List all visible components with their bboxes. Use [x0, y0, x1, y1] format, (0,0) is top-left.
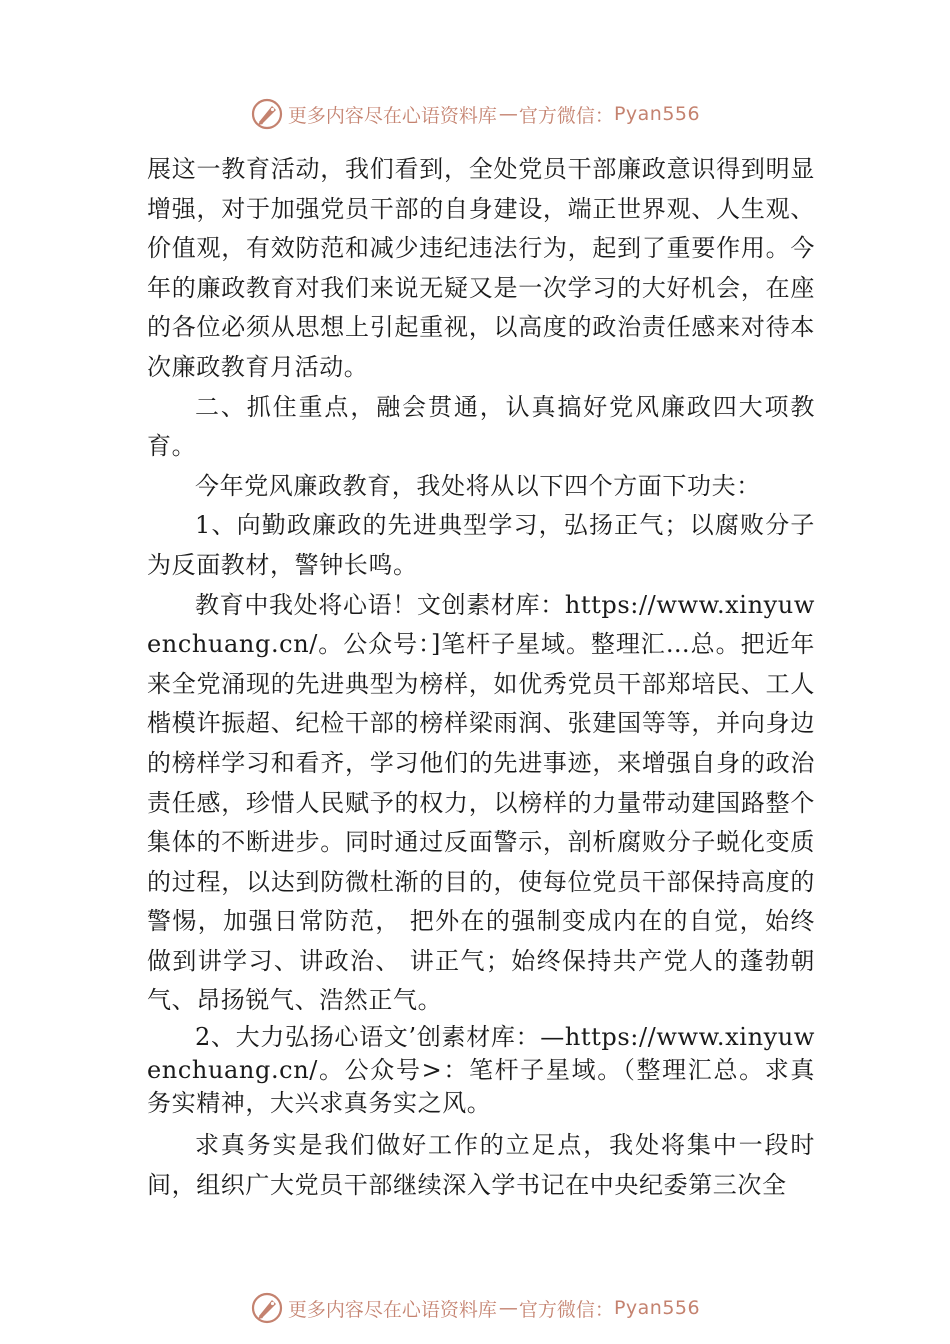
pen-nib-logo-icon — [250, 97, 284, 131]
banner-text: 更多内容尽在心语资料库 — [287, 1298, 497, 1321]
banner-label: 官方微信： — [518, 1298, 614, 1321]
header-watermark-banner — [0, 94, 950, 134]
paragraph-5: 教育中我处将心语！文创素材库：https://www.xinyuwenchuang.cn/。公众号：]笔杆子星域。整理汇…总。把近年来全党涌现的先进典型为榜样，如优秀党员干部郑培民、工人楷模许振超、纪检干部的榜样梁雨润、张建国等等，并向身边的榜样学习和看齐，学习他们的先进事迹，来增强自身的政治责任感，珍惜人民赋予的权力，以榜样的力量带动建国路整个集体的不断进步。同时通过反面警示，剖析腐败分子蜕化变质的过程，以达到防微杜渐的目的，使每位党员干部保持高度的警惕，加强日常防范， 把外在的强制变成内在的自觉，始终做到讲学习、讲政治、 讲正气；始终保持共产党人的蓬勃朝气、昂扬锐气、浩然正气。 — [147, 590, 815, 1015]
paragraph-3: 今年党风廉政教育，我处将从以下四个方面下功夫： — [195, 471, 761, 500]
paragraph-6-item-2: 2、大力弘扬心语文’创素材库：—https://www.xinyuwenchuang.cn/。公众号>：笔杆子星域。（整理汇总。求真务实精神，大兴求真务实之风。 — [147, 1023, 815, 1118]
paragraph-2-heading: 二、抓住重点，融会贯通，认真搞好党风廉政四大项教育。 — [147, 392, 815, 461]
banner-separator: — — [498, 1297, 517, 1319]
footer-watermark-banner — [0, 1288, 950, 1328]
document-body — [147, 150, 815, 1205]
paragraph-1: 展这一教育活动，我们看到，全处党员干部廉政意识得到明显增强，对于加强党员干部的自身建设，端正世界观、人生观、价值观，有效防范和减少违纪违法行为，起到了重要作用。今年的廉政教育对我们来说无疑又是一次学习的大好机会，在座的各位必须从思想上引起重视，以高度的政治责任感来对待本次廉政教育月活动。 — [147, 155, 815, 381]
paragraph-7: 求真务实是我们做好工作的立足点，我处将集中一段时间，组织广大党员干部继续深入学书记在中央纪委第三次全 — [147, 1131, 815, 1199]
banner-text: 更多内容尽在心语资料库 — [287, 104, 497, 127]
pen-nib-logo-icon — [250, 1291, 284, 1325]
paragraph-4-item-1: 1、向勤政廉政的先进典型学习，弘扬正气；以腐败分子为反面教材，警钟长鸣。 — [147, 511, 815, 579]
banner-label: 官方微信： — [518, 104, 614, 127]
banner-wechat-id: Pyan556 — [613, 1297, 701, 1319]
banner-wechat-id: Pyan556 — [613, 103, 701, 125]
banner-separator: — — [498, 103, 517, 125]
